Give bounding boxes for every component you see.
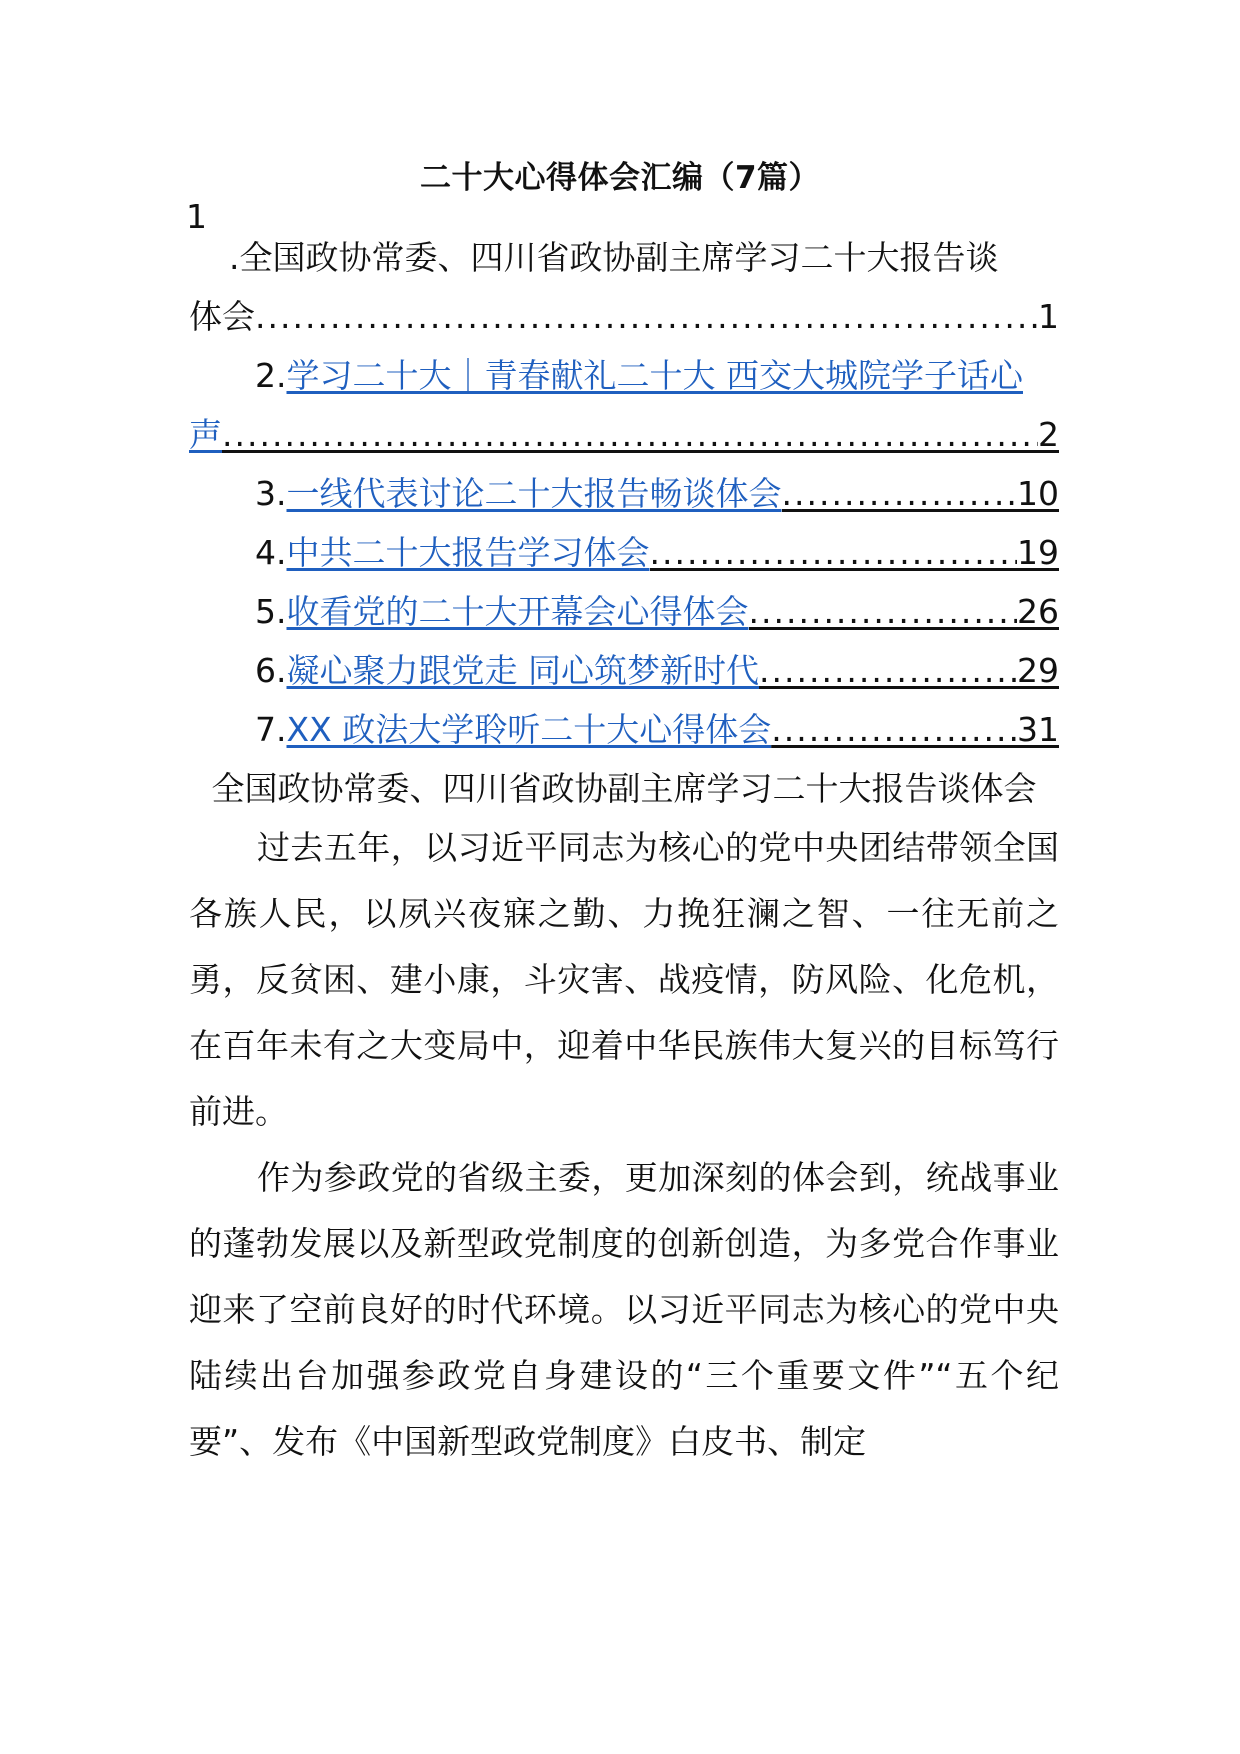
toc-item-3-page: 10 — [1017, 474, 1059, 513]
toc-item-3[interactable] — [189, 472, 1059, 516]
toc-item-2-line2[interactable] — [189, 413, 1059, 457]
toc-item-1-page: 1 — [1038, 297, 1059, 336]
toc-item-4[interactable] — [189, 531, 1059, 575]
toc-item-4-num: 4. — [255, 533, 287, 572]
toc-item-4-page: 19 — [1017, 533, 1059, 572]
section-heading: 全国政协常委、四川省政协副主席学习二十大报告谈体会 — [211, 769, 1037, 808]
toc-item-7-link[interactable]: XX 政法大学聆听二十大心得体会 — [286, 710, 772, 749]
toc-item-3-num: 3. — [255, 474, 287, 513]
toc-item-2-leader — [222, 413, 1038, 457]
toc-item-4-leader — [650, 531, 1018, 575]
toc-item-2-link[interactable]: 学习二十大｜青春献礼二十大 西交大城院学子话心 — [286, 356, 1023, 395]
toc-item-2-page: 2 — [1038, 415, 1059, 454]
toc-item-1-line1[interactable] — [189, 236, 1059, 280]
toc-item-7-leader — [771, 708, 1017, 752]
toc-lone-number: 1 — [186, 197, 207, 236]
body-paragraph-2: 作为参政党的省级主委，更加深刻的体会到，统战事业的蓬勃发展以及新型政党制度的创新创造，为多党合作事业迎来了空前良好的时代环境。以习近平同志为核心的党中央陆续出台加强参政党自身建设的“三个重要文件”“五个纪要”、发布《中国新型政党制度》白皮书、制定 — [189, 1158, 1059, 1461]
toc-item-3-link[interactable]: 一线代表讨论二十大报告畅谈体会 — [286, 474, 782, 513]
toc-item-5-link[interactable]: 收看党的二十大开幕会心得体会 — [286, 592, 749, 631]
toc-item-4-link[interactable]: 中共二十大报告学习体会 — [286, 533, 650, 572]
toc-item-1-line2[interactable] — [189, 295, 1059, 339]
toc-item-2-link-line2[interactable]: 声 — [189, 415, 222, 454]
toc-item-1-leader — [255, 295, 1038, 339]
toc-item-7-page: 31 — [1017, 710, 1059, 749]
toc-item-5-num: 5. — [255, 592, 287, 631]
toc-item-1-num: . — [229, 238, 240, 277]
toc-item-7[interactable] — [189, 708, 1059, 752]
toc-item-5[interactable] — [189, 590, 1059, 634]
toc-item-2-line1[interactable] — [189, 354, 1059, 398]
toc-item-5-leader — [749, 590, 1018, 634]
toc-item-6[interactable] — [189, 649, 1059, 693]
toc-item-1-text-line1: 全国政协常委、四川省政协副主席学习二十大报告谈 — [239, 238, 999, 277]
toc-item-3-leader — [782, 472, 1018, 516]
toc-item-2-num: 2. — [255, 356, 287, 395]
toc-item-5-page: 26 — [1017, 592, 1059, 631]
toc-item-7-num: 7. — [255, 710, 287, 749]
toc-item-6-leader — [759, 649, 1017, 693]
toc-item-6-num: 6. — [255, 651, 287, 690]
toc-item-6-page: 29 — [1017, 651, 1059, 690]
body-paragraph-1: 过去五年，以习近平同志为核心的党中央团结带领全国各族人民，以夙兴夜寐之勤、力挽狂澜之智、一往无前之勇，反贫困、建小康，斗灾害、战疫情，防风险、化危机，在百年未有之大变局中，迎着中华民族伟大复兴的目标笃行前进。 — [189, 828, 1059, 1131]
toc-item-1-text-line2: 体会 — [189, 297, 255, 336]
document-title: 二十大心得体会汇编（7篇） — [419, 160, 821, 196]
toc-item-6-link[interactable]: 凝心聚力跟党走 同心筑梦新时代 — [286, 651, 759, 690]
